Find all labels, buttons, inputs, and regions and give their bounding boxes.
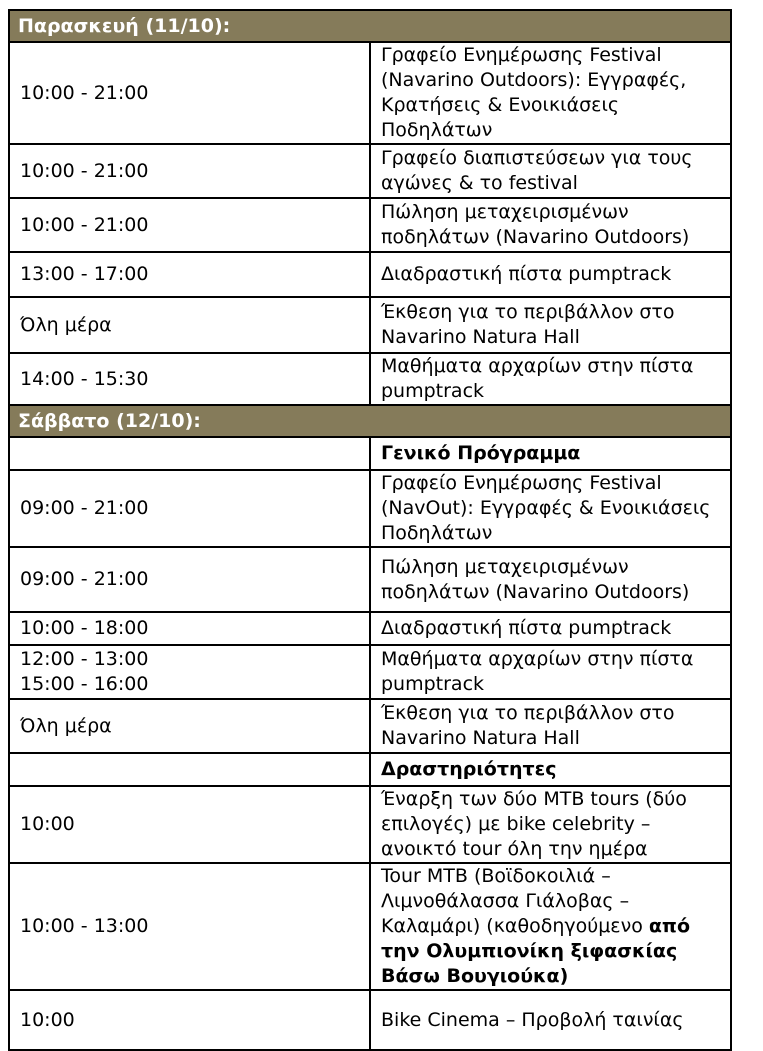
time-cell: Όλη μέρα [9, 699, 370, 753]
activity-cell: Bike Cinema – Προβολή ταινίας [370, 990, 731, 1050]
empty-cell [9, 437, 370, 470]
activity-cell [370, 863, 731, 990]
activity-text: Tour MTB (Βοϊδοκοιλιά – Λιμνοθάλασσα Γιάλοβας – Καλαμάρι) (καθοδηγούμενο [381, 865, 649, 937]
activity-cell: Διαδραστική πίστα pumptrack [370, 252, 731, 297]
time-cell: 10:00 - 13:00 [9, 863, 370, 990]
schedule-row [9, 252, 731, 297]
activity-cell: Έκθεση για το περιβάλλον στο Navarino Natura Hall [370, 297, 731, 353]
time-cell: 09:00 - 21:00 [9, 547, 370, 612]
general-program-title: Γενικό Πρόγραμμα [370, 437, 731, 470]
schedule-row [9, 612, 731, 645]
time-cell: 10:00 - 21:00 [9, 144, 370, 198]
saturday-header: Σάββατο (12/10): [9, 405, 731, 437]
activity-cell: Πώληση μεταχειρισμένων ποδηλάτων (Navarino Outdoors) [370, 198, 731, 252]
time-cell: 09:00 - 21:00 [9, 470, 370, 547]
schedule-row [9, 198, 731, 252]
activity-cell: Μαθήματα αρχαρίων στην πίστα pumptrack [370, 353, 731, 405]
schedule-row [9, 863, 731, 990]
schedule-row [9, 470, 731, 547]
activity-cell: Γραφείο Ενημέρωσης Festival (Navarino Outdoors): Εγγραφές, Κρατήσεις & Ενοικιάσεις Ποδηλάτων [370, 42, 731, 144]
time-cell: Όλη μέρα [9, 297, 370, 353]
schedule-row [9, 42, 731, 144]
activity-cell: Πώληση μεταχειρισμένων ποδηλάτων (Navarino Outdoors) [370, 547, 731, 612]
activities-title: Δραστηριότητες [370, 753, 731, 786]
time-cell: 10:00 - 18:00 [9, 612, 370, 645]
time-cell: 10:00 [9, 990, 370, 1050]
time-cell: 10:00 - 21:00 [9, 42, 370, 144]
schedule-row [9, 297, 731, 353]
empty-cell [9, 753, 370, 786]
schedule-row [9, 645, 731, 699]
time-cell: 13:00 - 17:00 [9, 252, 370, 297]
activity-cell: Διαδραστική πίστα pumptrack [370, 612, 731, 645]
time-line-1: 12:00 - 13:00 [20, 648, 149, 670]
schedule-row [9, 786, 731, 863]
time-cell: 10:00 [9, 786, 370, 863]
activity-cell: Έκθεση για το περιβάλλον στο Navarino Natura Hall [370, 699, 731, 753]
saturday-header-row [9, 405, 731, 437]
activity-cell: Γραφείο Ενημέρωσης Festival (NavOut): Εγγραφές & Ενοικιάσεις Ποδηλάτων [370, 470, 731, 547]
friday-header-row [9, 10, 731, 42]
activity-cell: Έναρξη των δύο MTB tours (δύο επιλογές) με bike celebrity – ανοικτό tour όλη την ημέρα [370, 786, 731, 863]
schedule-row [9, 699, 731, 753]
schedule-row [9, 144, 731, 198]
general-program-row [9, 437, 731, 470]
activity-cell: Μαθήματα αρχαρίων στην πίστα pumptrack [370, 645, 731, 699]
time-cell: 14:00 - 15:30 [9, 353, 370, 405]
schedule-row [9, 353, 731, 405]
schedule-row [9, 990, 731, 1050]
schedule-row [9, 547, 731, 612]
activities-row [9, 753, 731, 786]
activity-cell: Γραφείο διαπιστεύσεων για τους αγώνες & το festival [370, 144, 731, 198]
time-cell [9, 645, 370, 699]
friday-header: Παρασκευή (11/10): [9, 10, 731, 42]
schedule-table [8, 9, 732, 1051]
time-line-2: 15:00 - 16:00 [20, 673, 149, 695]
activity-text-bold: από την Ολυμπιονίκη ξιφασκίας Βάσω Βουγιούκα) [381, 915, 690, 987]
time-cell: 10:00 - 21:00 [9, 198, 370, 252]
